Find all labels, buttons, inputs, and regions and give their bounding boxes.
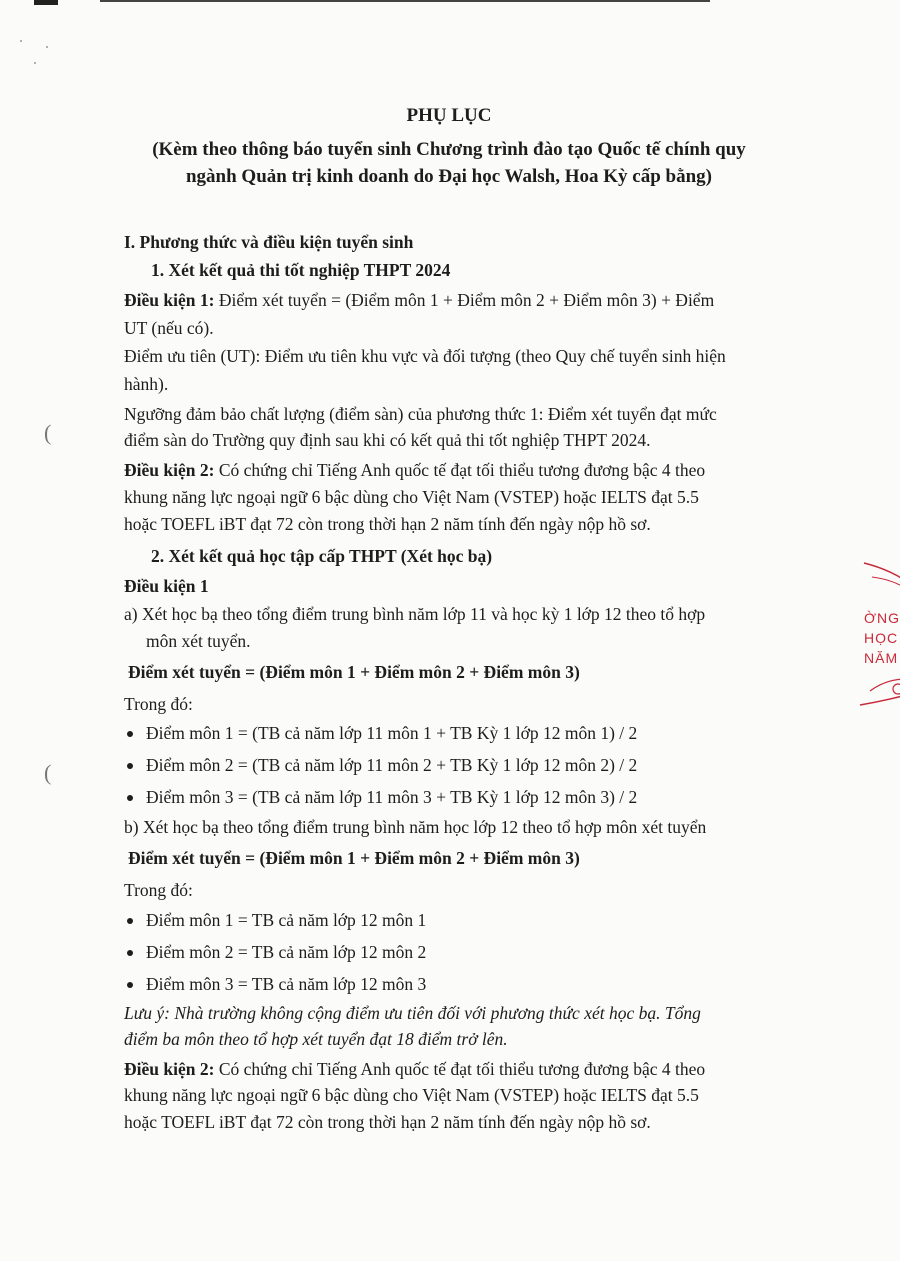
paragraph-line: Trong đó: xyxy=(124,694,193,714)
appendix-subtitle-line1: (Kèm theo thông báo tuyển sinh Chương trình đào tạo Quốc tế chính quy xyxy=(152,139,746,160)
scan-speck xyxy=(20,40,22,42)
paragraph-line: môn xét tuyển. xyxy=(146,631,251,651)
paragraph-line: Trong đó: xyxy=(124,880,193,900)
method2-condition2 xyxy=(124,1057,705,1081)
paragraph-line: hoặc TOEFL iBT đạt 72 còn trong thời hạn 2 năm tính đến ngày nộp hồ sơ. xyxy=(124,514,651,534)
method1-heading: 1. Xét kết quả thi tốt nghiệp THPT 2024 xyxy=(151,260,451,280)
condition-label: Điều kiện 2: xyxy=(124,1059,215,1079)
bullet-dot xyxy=(127,731,133,737)
method1-condition1 xyxy=(124,288,714,312)
bullet-dot xyxy=(127,950,133,956)
stamp-text: HỌC xyxy=(864,630,899,646)
punch-hole-mark: ( xyxy=(44,420,52,445)
appendix-subtitle-line2: ngành Quản trị kinh doanh do Đại học Walsh, Hoa Kỳ cấp bằng) xyxy=(185,166,713,187)
stamp-text: NĂM xyxy=(864,650,899,666)
bullet-dot xyxy=(127,918,133,924)
scan-speck xyxy=(46,46,48,48)
scan-mark xyxy=(34,0,58,5)
method2-condition1-label: Điều kiện 1 xyxy=(124,576,209,596)
appendix-title: PHỤ LỤC xyxy=(406,105,492,126)
paragraph-line: b) Xét học bạ theo tổng điểm trung bình năm học lớp 12 theo tổ hợp môn xét tuyển xyxy=(124,817,707,837)
condition-label: Điều kiện 1: xyxy=(124,290,215,310)
list-item: Điểm môn 3 = TB cả năm lớp 12 môn 3 xyxy=(146,974,427,994)
paragraph-line: a) Xét học bạ theo tổng điểm trung bình năm lớp 11 và học kỳ 1 lớp 12 theo tổ hợp xyxy=(124,604,706,624)
paragraph-line: khung năng lực ngoại ngữ 6 bậc dùng cho Việt Nam (VSTEP) hoặc IELTS đạt 5.5 xyxy=(124,1085,699,1105)
formula: Điểm xét tuyển = (Điểm môn 1 + Điểm môn 2 + Điểm môn 3) xyxy=(128,848,580,868)
list-item: Điểm môn 2 = (TB cả năm lớp 11 môn 2 + TB Kỳ 1 lớp 12 môn 2) / 2 xyxy=(146,755,638,775)
paragraph-line: Điểm ưu tiên (UT): Điểm ưu tiên khu vực và đối tượng (theo Quy chế tuyển sinh hiện xyxy=(124,346,726,366)
scan-edge-line xyxy=(100,0,710,2)
punch-hole-mark: ( xyxy=(44,760,52,785)
paragraph-line: điểm sàn do Trường quy định sau khi có kết quả thi tốt nghiệp THPT 2024. xyxy=(124,430,651,450)
stamp-text: ỜNG xyxy=(864,610,900,626)
method1-condition2 xyxy=(124,458,705,482)
bullet-dot xyxy=(127,982,133,988)
condition-text: Điểm xét tuyển = (Điểm môn 1 + Điểm môn 2 + Điểm môn 3) + Điểm xyxy=(214,290,715,310)
method2-heading: 2. Xét kết quả học tập cấp THPT (Xét học bạ) xyxy=(151,546,493,566)
paragraph-line: hoặc TOEFL iBT đạt 72 còn trong thời hạn 2 năm tính đến ngày nộp hồ sơ. xyxy=(124,1112,651,1132)
formula: Điểm xét tuyển = (Điểm môn 1 + Điểm môn 2 + Điểm môn 3) xyxy=(128,662,580,682)
paragraph-line: Ngưỡng đảm bảo chất lượng (điểm sàn) của phương thức 1: Điểm xét tuyển đạt mức xyxy=(124,404,717,424)
bullet-dot xyxy=(127,763,133,769)
condition-text: Có chứng chỉ Tiếng Anh quốc tế đạt tối thiểu tương đương bậc 4 theo xyxy=(214,460,706,480)
list-item: Điểm môn 1 = (TB cả năm lớp 11 môn 1 + TB Kỳ 1 lớp 12 môn 1) / 2 xyxy=(146,723,638,743)
list-item: Điểm môn 3 = (TB cả năm lớp 11 môn 3 + TB Kỳ 1 lớp 12 môn 3) / 2 xyxy=(146,787,638,807)
paragraph-line: hành). xyxy=(124,374,169,394)
condition-text: Có chứng chỉ Tiếng Anh quốc tế đạt tối thiểu tương đương bậc 4 theo xyxy=(214,1059,706,1079)
condition-label: Điều kiện 2: xyxy=(124,460,215,480)
paragraph-line: khung năng lực ngoại ngữ 6 bậc dùng cho Việt Nam (VSTEP) hoặc IELTS đạt 5.5 xyxy=(124,487,699,507)
official-stamp xyxy=(858,555,900,715)
section-heading: I. Phương thức và điều kiện tuyển sinh xyxy=(124,232,414,252)
paragraph-line: UT (nếu có). xyxy=(124,318,214,338)
note-line: Lưu ý: Nhà trường không cộng điểm ưu tiên đối với phương thức xét học bạ. Tổng xyxy=(124,1003,701,1023)
bullet-dot xyxy=(127,795,133,801)
list-item: Điểm môn 1 = TB cả năm lớp 12 môn 1 xyxy=(146,910,427,930)
note-line: điểm ba môn theo tổ hợp xét tuyển đạt 18 điểm trở lên. xyxy=(124,1029,508,1049)
scan-speck xyxy=(34,62,36,64)
list-item: Điểm môn 2 = TB cả năm lớp 12 môn 2 xyxy=(146,942,427,962)
